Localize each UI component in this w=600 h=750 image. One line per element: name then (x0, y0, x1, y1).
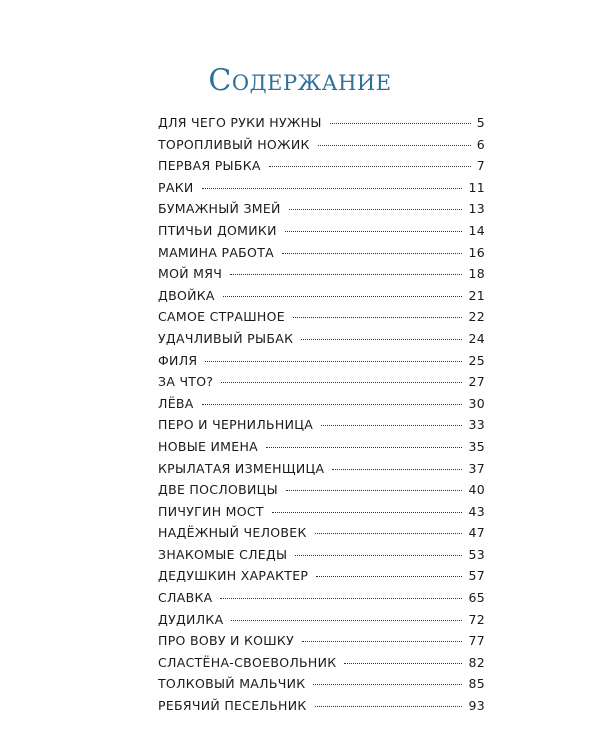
toc-entry (158, 155, 485, 177)
toc-entry (158, 522, 485, 544)
toc-entry-page-number: 37 (468, 460, 485, 476)
toc-entry-page-number: 35 (468, 438, 485, 454)
dot-leader (318, 145, 471, 146)
toc-entry-page-number: 24 (468, 330, 485, 346)
dot-leader (285, 231, 463, 232)
dot-leader (316, 576, 462, 577)
toc-entry-title: ЗНАКОМЫЕ СЛЕДЫ (158, 546, 288, 562)
dot-leader (315, 533, 463, 534)
toc-entry (158, 695, 485, 717)
dot-leader (220, 598, 462, 599)
toc-entry-page-number: 40 (468, 482, 485, 498)
toc-entry-title: РАКИ (158, 179, 194, 195)
toc-entry (158, 458, 485, 480)
toc-entry-page-number: 85 (468, 676, 485, 692)
dot-leader (330, 123, 471, 124)
toc-entry (158, 371, 485, 393)
toc-entry (158, 112, 485, 134)
toc-entry-title: СЛАВКА (158, 590, 213, 606)
toc-entry (158, 220, 485, 242)
toc-entry-page-number: 43 (468, 503, 485, 519)
dot-leader (221, 382, 462, 383)
toc-entry-title: МОЙ МЯЧ (158, 266, 223, 282)
dot-leader (315, 706, 463, 707)
toc-entry (158, 414, 485, 436)
dot-leader (223, 296, 463, 297)
toc-entry-page-number: 21 (468, 287, 485, 303)
dot-leader (321, 425, 462, 426)
toc-entry-title: КРЫЛАТАЯ ИЗМЕНЩИЦА (158, 460, 325, 476)
toc-entry-title: САМОЕ СТРАШНОЕ (158, 309, 285, 325)
table-of-contents (158, 112, 485, 717)
toc-entry-title: ПЕРВАЯ РЫБКА (158, 158, 261, 174)
dot-leader (332, 469, 462, 470)
toc-entry-page-number: 47 (468, 525, 485, 541)
toc-entry (158, 544, 485, 566)
toc-entry-page-number: 14 (468, 222, 485, 238)
toc-entry-page-number: 30 (468, 395, 485, 411)
toc-entry (158, 263, 485, 285)
toc-entry-page-number: 16 (468, 244, 485, 260)
dot-leader (202, 404, 463, 405)
dot-leader (272, 512, 463, 513)
toc-entry-page-number: 93 (468, 698, 485, 714)
dot-leader (344, 663, 462, 664)
toc-entry-title: ПЕРО И ЧЕРНИЛЬНИЦА (158, 417, 314, 433)
dot-leader (295, 555, 462, 556)
dot-leader (302, 641, 462, 642)
toc-entry (158, 285, 485, 307)
toc-entry (158, 177, 485, 199)
toc-entry-page-number: 22 (468, 309, 485, 325)
toc-entry-title: ТОЛКОВЫЙ МАЛЬЧИК (158, 676, 306, 692)
toc-entry-page-number: 53 (468, 546, 485, 562)
dot-leader (231, 620, 462, 621)
toc-entry (158, 242, 485, 264)
dot-leader (301, 339, 462, 340)
dot-leader (205, 361, 462, 362)
dot-leader (230, 274, 462, 275)
dot-leader (289, 209, 463, 210)
toc-entry-title: СЛАСТЁНА-СВОЕВОЛЬНИК (158, 654, 337, 670)
toc-entry-title: ПИЧУГИН МОСТ (158, 503, 264, 519)
toc-entry-page-number: 77 (468, 633, 485, 649)
dot-leader (293, 317, 463, 318)
toc-entry (158, 350, 485, 372)
dot-leader (269, 166, 471, 167)
toc-entry-page-number: 65 (468, 590, 485, 606)
toc-entry-title: РЕБЯЧИЙ ПЕСЕЛЬНИК (158, 698, 307, 714)
toc-entry-title: НОВЫЕ ИМЕНА (158, 438, 258, 454)
dot-leader (313, 684, 462, 685)
toc-entry-title: УДАЧЛИВЫЙ РЫБАК (158, 330, 294, 346)
toc-entry (158, 436, 485, 458)
toc-entry-title: ПТИЧЬИ ДОМИКИ (158, 222, 277, 238)
toc-entry (158, 479, 485, 501)
toc-entry-title: МАМИНА РАБОТА (158, 244, 274, 260)
toc-entry-title: ПРО ВОВУ И КОШКУ (158, 633, 295, 649)
toc-entry-page-number: 5 (476, 115, 485, 130)
toc-entry (158, 630, 485, 652)
toc-entry-title: ДВОЙКА (158, 287, 215, 303)
toc-entry-title: БУМАЖНЫЙ ЗМЕЙ (158, 201, 281, 217)
toc-entry (158, 328, 485, 350)
toc-entry-page-number: 6 (476, 136, 485, 152)
toc-entry-title: ДВЕ ПОСЛОВИЦЫ (158, 482, 278, 498)
toc-entry (158, 393, 485, 415)
toc-entry (158, 306, 485, 328)
toc-entry (158, 134, 485, 156)
toc-entry-page-number: 57 (468, 568, 485, 584)
toc-entry-page-number: 72 (468, 611, 485, 627)
toc-entry-page-number: 33 (468, 417, 485, 433)
toc-entry-page-number: 7 (476, 158, 485, 174)
dot-leader (202, 188, 463, 189)
toc-entry (158, 587, 485, 609)
toc-entry-page-number: 11 (468, 179, 485, 195)
toc-entry-page-number: 13 (468, 201, 485, 217)
toc-entry-page-number: 18 (468, 266, 485, 282)
toc-entry-title: ТОРОПЛИВЫЙ НОЖИК (158, 136, 310, 152)
toc-entry-title: ДЕДУШКИН ХАРАКТЕР (158, 568, 309, 584)
toc-entry (158, 565, 485, 587)
dot-leader (286, 490, 463, 491)
toc-entry-title: ФИЛЯ (158, 352, 198, 368)
toc-entry-title: ДУДИЛКА (158, 611, 224, 627)
toc-entry (158, 652, 485, 674)
dot-leader (282, 253, 462, 254)
toc-entry-title: ЛЁВА (158, 395, 194, 411)
toc-entry-page-number: 82 (468, 654, 485, 670)
toc-entry (158, 673, 485, 695)
toc-entry-title: НАДЁЖНЫЙ ЧЕЛОВЕК (158, 525, 307, 541)
page-title: Содержание (208, 63, 392, 98)
toc-entry (158, 501, 485, 523)
toc-entry-title: ДЛЯ ЧЕГО РУКИ НУЖНЫ (158, 115, 322, 130)
toc-entry-page-number: 27 (468, 374, 485, 390)
toc-entry (158, 609, 485, 631)
toc-entry-page-number: 25 (468, 352, 485, 368)
toc-entry-title: ЗА ЧТО? (158, 374, 214, 390)
toc-entry (158, 198, 485, 220)
dot-leader (266, 447, 462, 448)
